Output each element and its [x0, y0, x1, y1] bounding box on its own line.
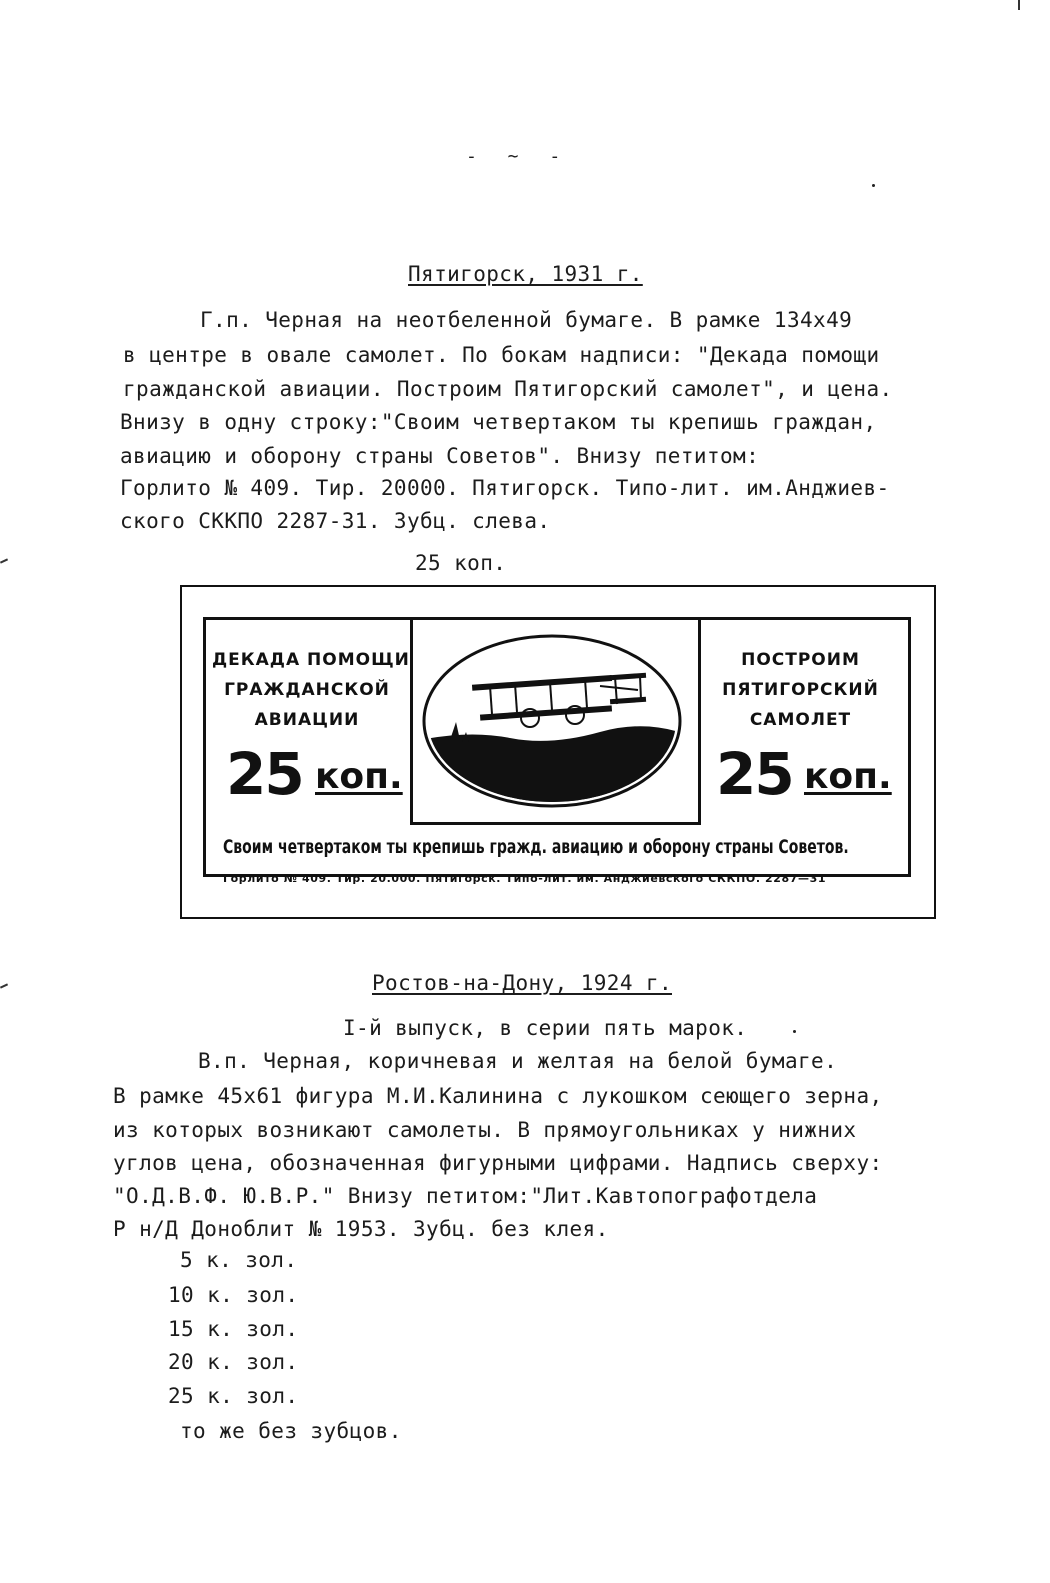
section1-line-4: Внизу в одну строку:"Своим четвертаком ты крепишь граждан,	[120, 410, 877, 434]
section2-line-5: "О.Д.В.Ф. Ю.В.Р." Внизу петитом:"Лит.Кавтопографотдела	[113, 1184, 818, 1208]
paper-speck	[793, 1030, 796, 1033]
stamp-right-value: 25	[716, 740, 793, 808]
section2-line-1: В.п. Черная, коричневая и желтая на белой бумаге.	[198, 1049, 838, 1073]
section2-issue: I-й выпуск, в серии пять марок.	[343, 1016, 748, 1040]
margin-mark	[1018, 0, 1020, 10]
section2-heading: Ростов-на-Дону, 1924 г.	[372, 971, 672, 995]
airplane-oval-image	[410, 620, 695, 822]
section1-line-6: Горлито № 409. Тир. 20000. Пятигорск. Типо-лит. им.Анджиев-	[120, 476, 890, 500]
section2-line-4: углов цена, обозначенная фигурными цифрами. Надпись сверху:	[113, 1151, 883, 1175]
stamp-slogan: Своим четвертаком ты крепишь гражд. авиацию и оборону страны Советов.	[223, 836, 849, 858]
value-5: 5 к. зол.	[180, 1248, 298, 1272]
section2-note: то же без зубцов.	[180, 1419, 402, 1443]
stamp-right-text-1: ПОСТРОИМ	[741, 650, 860, 670]
stamp-left-text-1: ДЕКАДА ПОМОЩИ	[212, 650, 410, 670]
value-10: 10 к. зол.	[168, 1283, 299, 1307]
paper-speck	[872, 184, 875, 187]
section2-line-2: В рамке 45х61 фигура М.И.Калинина с лукошком сеющего зерна,	[113, 1084, 883, 1108]
page-number: - ~ -	[466, 146, 571, 167]
stamp-imprint: Горлито № 409. Тир. 20.000. Пятигорск. Типо-лит. им. Анджиевского СККПО. 2287—31	[223, 872, 827, 885]
value-25: 25 к. зол.	[168, 1384, 299, 1408]
stamp-right-text-2: ПЯТИГОРСКИЙ	[722, 680, 879, 700]
section1-line-5: авиацию и оборону страны Советов". Внизу петитом:	[120, 444, 760, 468]
stamp-right-text-3: САМОЛЕТ	[749, 710, 852, 730]
section1-line-1: Г.п. Черная на неотбеленной бумаге. В рамке 134х49	[200, 308, 853, 332]
section1-line-3: гражданской авиации. Построим Пятигорский самолет", и цена.	[123, 377, 893, 401]
margin-mark	[0, 983, 8, 988]
stamp-left-value: 25	[226, 740, 303, 808]
section1-line-2: в центре в овале самолет. По бокам надписи: "Декада помощи	[123, 343, 880, 367]
margin-mark	[0, 558, 8, 563]
section2-line-6: Р н/Д Доноблит № 1953. Зубц. без клея.	[113, 1217, 609, 1241]
stamp-right-unit: коп.	[804, 756, 892, 797]
stamp-left-text-3: АВИАЦИИ	[254, 710, 360, 730]
section1-line-7: ского СККПО 2287-31. Зубц. слева.	[120, 509, 551, 533]
section1-price: 25 коп.	[415, 551, 507, 575]
stamp-left-unit: коп.	[315, 756, 403, 797]
stamp-left-text-2: ГРАЖДАНСКОЙ	[224, 680, 390, 700]
section2-line-3: из которых возникают самолеты. В прямоугольниках у нижних	[113, 1118, 857, 1142]
value-20: 20 к. зол.	[168, 1350, 299, 1374]
value-15: 15 к. зол.	[168, 1317, 299, 1341]
section1-heading: Пятигорск, 1931 г.	[408, 262, 643, 286]
